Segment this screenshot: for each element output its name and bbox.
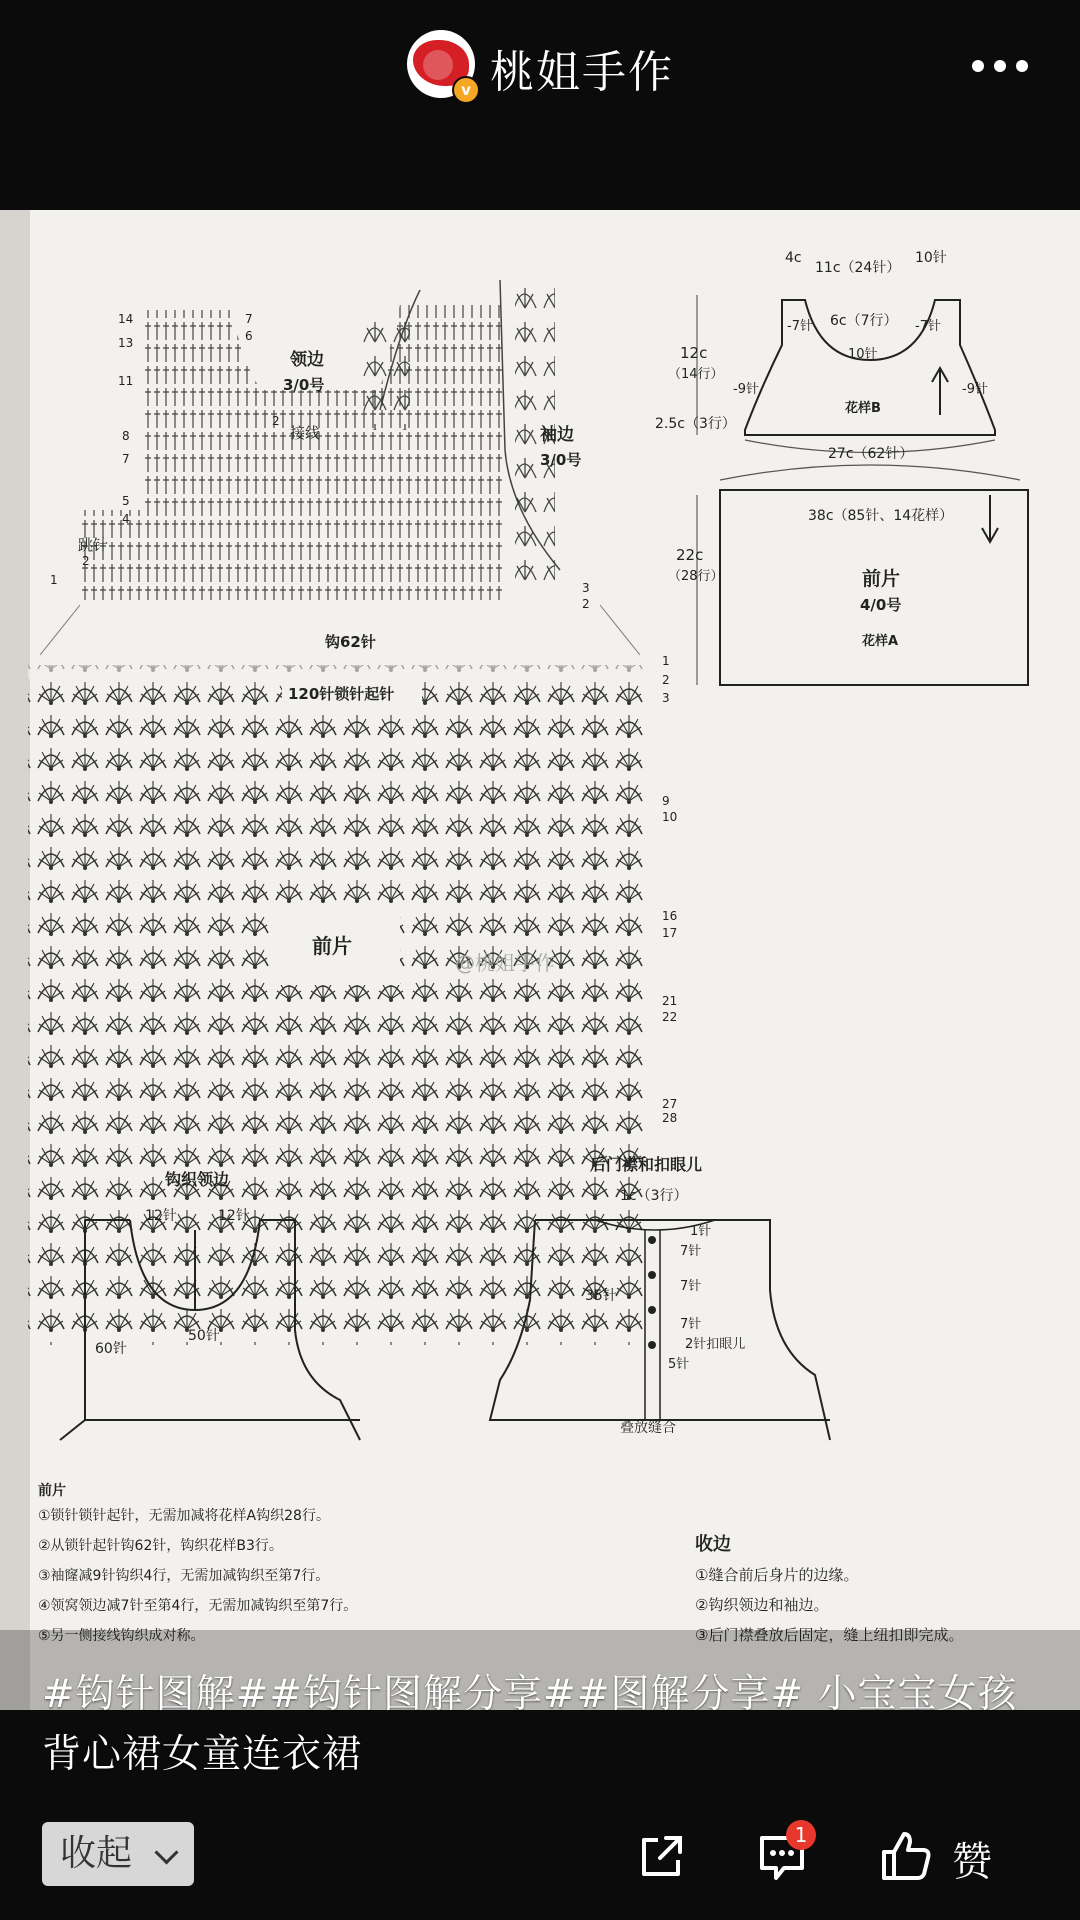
svg-text:22: 22 xyxy=(662,1010,678,1024)
svg-text:2: 2 xyxy=(272,414,280,428)
svg-text:2: 2 xyxy=(582,597,590,611)
thumbs-up-icon[interactable] xyxy=(876,1826,936,1886)
svg-text:3: 3 xyxy=(662,691,670,705)
svg-text:②钩织领边和袖边。: ②钩织领边和袖边。 xyxy=(695,1596,829,1614)
svg-text:5: 5 xyxy=(122,494,130,508)
svg-text:27c（62针）: 27c（62针） xyxy=(828,446,914,462)
svg-text:11c（24针）: 11c（24针） xyxy=(815,260,901,276)
post-image[interactable] xyxy=(0,210,1080,1710)
svg-text:①锁针锁针起针，无需加减将花样A钩织28行。: ①锁针锁针起针，无需加减将花样A钩织28行。 xyxy=(38,1508,330,1524)
svg-text:4: 4 xyxy=(122,512,130,526)
crochet-diagram xyxy=(0,210,1080,1710)
svg-text:28: 28 xyxy=(662,1111,678,1125)
svg-text:7针: 7针 xyxy=(680,1279,702,1294)
svg-text:1c（3行）: 1c（3行） xyxy=(620,1188,688,1204)
label-skip: 跳针 xyxy=(78,536,109,554)
svg-text:10: 10 xyxy=(662,810,678,824)
svg-text:②从锁针起针钩62针，钩织花样B3行。: ②从锁针起针钩62针，钩织花样B3行。 xyxy=(38,1538,283,1554)
front-fan-chart xyxy=(28,665,646,1345)
svg-text:（14行）: （14行） xyxy=(668,367,724,382)
svg-text:收边: 收边 xyxy=(695,1534,731,1555)
svg-text:10针: 10针 xyxy=(915,250,947,266)
svg-text:前片: 前片 xyxy=(862,568,901,590)
post-header xyxy=(0,0,1080,130)
svg-text:前片: 前片 xyxy=(38,1483,66,1499)
svg-text:3: 3 xyxy=(582,581,590,595)
svg-text:4/0号: 4/0号 xyxy=(860,596,902,614)
svg-text:11: 11 xyxy=(118,374,134,388)
svg-text:后门襟和扣眼儿: 后门襟和扣眼儿 xyxy=(590,1155,703,1174)
svg-text:7: 7 xyxy=(122,452,130,466)
chevron-down-icon xyxy=(154,1840,178,1864)
svg-text:27: 27 xyxy=(662,1097,678,1111)
svg-text:2: 2 xyxy=(82,554,90,568)
svg-text:35针: 35针 xyxy=(585,1288,617,1304)
svg-text:22c: 22c xyxy=(676,546,704,564)
svg-text:9: 9 xyxy=(662,794,670,808)
svg-text:钩织领边: 钩织领边 xyxy=(165,1170,230,1189)
svg-text:叠放缝合: 叠放缝合 xyxy=(620,1420,676,1436)
collapse-button[interactable] xyxy=(42,1822,194,1886)
svg-text:7: 7 xyxy=(245,312,253,326)
label-start120: 120针锁针起针 xyxy=(288,685,395,703)
label-join: 接线 xyxy=(290,424,321,442)
svg-text:1针: 1针 xyxy=(690,1224,712,1239)
svg-text:2: 2 xyxy=(662,673,670,687)
more-dots-icon[interactable] xyxy=(972,56,1052,76)
svg-text:38c（85针、14花样）: 38c（85针、14花样） xyxy=(808,508,954,524)
svg-text:21: 21 xyxy=(662,994,678,1008)
svg-text:12针: 12针 xyxy=(145,1208,177,1224)
svg-text:60针: 60针 xyxy=(95,1341,127,1357)
svg-text:③后门襟叠放后固定，缝上纽扣即完成。: ③后门襟叠放后固定，缝上纽扣即完成。 xyxy=(695,1626,964,1644)
svg-text:12针: 12针 xyxy=(218,1208,250,1224)
svg-text:8: 8 xyxy=(122,429,130,443)
watermark: @桃姐手作 xyxy=(455,951,555,975)
label-front: 前片 xyxy=(312,934,352,958)
svg-text:⑤另一侧接线钩织成对称。: ⑤另一侧接线钩织成对称。 xyxy=(38,1628,205,1644)
svg-text:2.5c（3行）: 2.5c（3行） xyxy=(655,416,736,432)
svg-text:6: 6 xyxy=(245,329,253,343)
comment-count-badge: 1 xyxy=(786,1820,816,1850)
svg-text:（28行）: （28行） xyxy=(668,569,724,584)
svg-text:4c: 4c xyxy=(785,250,802,266)
svg-text:7针: 7针 xyxy=(680,1244,702,1259)
svg-text:-7针: -7针 xyxy=(915,319,941,334)
svg-text:5针: 5针 xyxy=(668,1357,690,1372)
svg-text:2针扣眼儿: 2针扣眼儿 xyxy=(685,1337,746,1352)
svg-text:10针: 10针 xyxy=(848,347,878,362)
label-hook62: 钩62针 xyxy=(325,633,376,651)
svg-text:17: 17 xyxy=(662,926,678,940)
label-sleeve: 袖边 xyxy=(540,425,574,445)
svg-text:-9针: -9针 xyxy=(962,382,988,397)
label-collar: 领边 xyxy=(290,350,324,370)
author-name[interactable]: 桃姐手作 xyxy=(490,47,674,98)
svg-text:7针: 7针 xyxy=(680,1317,702,1332)
svg-text:12c: 12c xyxy=(680,344,708,362)
svg-text:花样A: 花样A xyxy=(862,634,899,649)
svg-text:6c（7行）: 6c（7行） xyxy=(830,313,898,329)
collapse-label: 收起 xyxy=(60,1833,133,1874)
svg-text:-7针: -7针 xyxy=(787,319,813,334)
svg-text:50针: 50针 xyxy=(188,1328,220,1344)
svg-text:13: 13 xyxy=(118,336,134,350)
svg-text:14: 14 xyxy=(118,312,134,326)
svg-text:花样B: 花样B xyxy=(845,401,881,416)
share-icon[interactable] xyxy=(632,1826,692,1886)
svg-text:1: 1 xyxy=(662,654,670,668)
label-sleeve-hook: 3/0号 xyxy=(540,451,582,469)
label-collar-hook: 3/0号 xyxy=(283,376,325,394)
svg-text:1: 1 xyxy=(50,573,58,587)
verified-badge-icon: v xyxy=(452,76,480,104)
svg-text:①缝合前后身片的边缘。: ①缝合前后身片的边缘。 xyxy=(695,1566,859,1584)
like-label[interactable]: 赞 xyxy=(952,1839,992,1885)
svg-text:④领窝领边减7针至第4行，无需加减钩织至第7行。: ④领窝领边减7针至第4行，无需加减钩织至第7行。 xyxy=(38,1598,358,1614)
svg-text:-9针: -9针 xyxy=(733,382,759,397)
svg-text:16: 16 xyxy=(662,909,678,923)
svg-text:③袖窿减9针钩织4行，无需加减钩织至第7行。: ③袖窿减9针钩织4行，无需加减钩织至第7行。 xyxy=(38,1568,330,1584)
post-caption[interactable]: #钩针图解##钩针图解分享##图解分享# 小宝宝女孩背心裙女童连衣裙 xyxy=(42,1672,1018,1777)
